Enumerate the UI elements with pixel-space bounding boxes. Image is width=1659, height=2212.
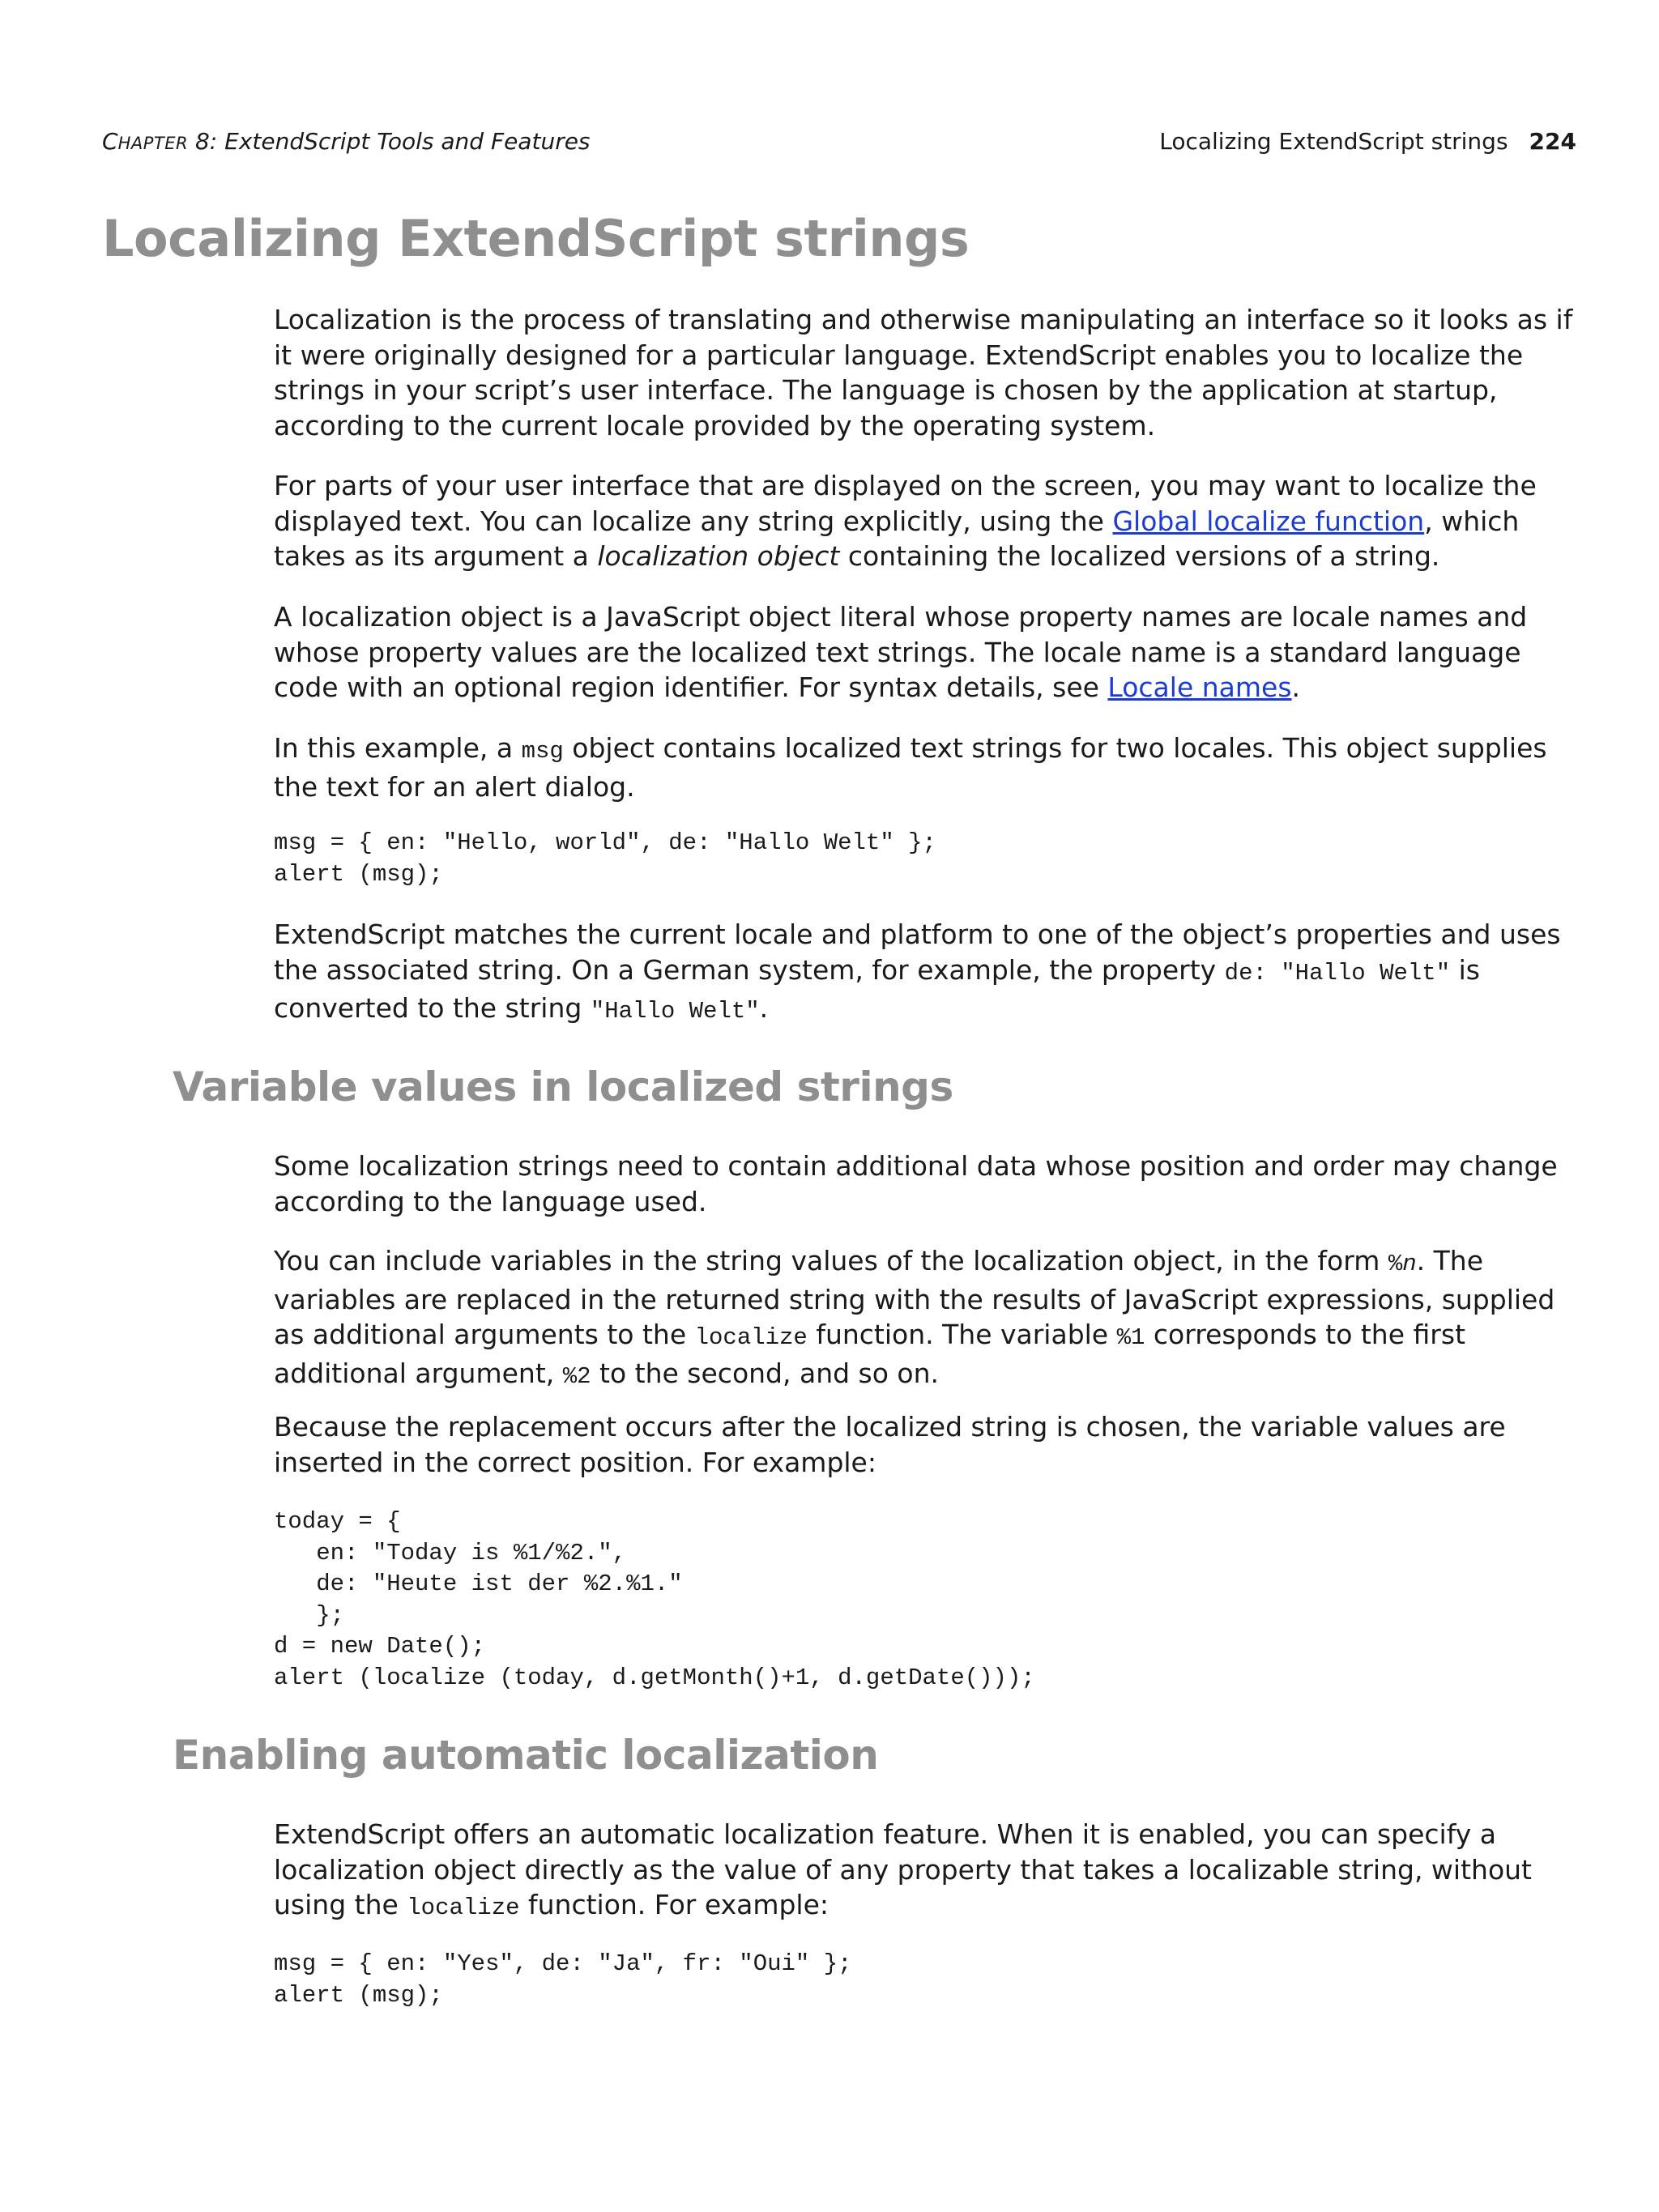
text-span: corresponds to the first additional argument,: [274, 1319, 1466, 1389]
running-header: [102, 128, 1576, 160]
text-span: .: [1291, 671, 1301, 703]
paragraph-example-intro: [274, 731, 1576, 804]
code-line: today = {: [274, 1508, 401, 1535]
chapter-heading: [102, 128, 591, 155]
paragraph-variable-intro: Some localization strings need to contain additional data whose position and order may change according to the language used.: [274, 1150, 1558, 1217]
text-span: function. The variable: [807, 1319, 1117, 1350]
text-span: object contains localized text strings for two locales. This object supplies the text for an alert dialog.: [274, 732, 1547, 803]
inline-code-percent-n: [1388, 1251, 1417, 1277]
inline-code: %1: [1116, 1324, 1145, 1351]
page-title: Localizing ExtendScript strings: [102, 209, 970, 268]
paragraph-replacement: Because the replacement occurs after the localized string is chosen, the variable values are inserted in the correct position. For example:: [274, 1411, 1506, 1478]
code-line: d = new Date();: [274, 1633, 486, 1660]
code-n: n: [1402, 1251, 1417, 1277]
chapter-smallcaps: HAPTER: [117, 134, 189, 153]
code-block-msg: [274, 828, 936, 890]
text-span: to the second, and so on.: [591, 1357, 940, 1389]
text-span: . The variables are replaced in the returned string with the results of JavaScript expressions, supplied as additional arguments to the: [274, 1245, 1555, 1350]
text-span: In this example, a: [274, 732, 522, 764]
page-number: 224: [1529, 128, 1576, 155]
text-span: ExtendScript offers an automatic localization feature. When it is enabled, you can specify a localization object directly as the value of any property that takes a localizable string, without using the: [274, 1818, 1532, 1920]
text-span: containing the localized versions of a string.: [839, 540, 1440, 572]
section-heading: [1159, 128, 1576, 155]
global-localize-function-link[interactable]: Global localize function: [1112, 505, 1425, 537]
inline-code: %2: [562, 1362, 591, 1390]
inline-code: de: "Hallo Welt": [1224, 959, 1451, 987]
inline-code: localize: [407, 1894, 520, 1921]
text-span: A localization object is a JavaScript object literal whose property names are locale names and whose property values are the localized text strings. The locale name is a standard language code with an optional region identifier. For syntax details, see: [274, 601, 1528, 703]
paragraph-variables: [274, 1243, 1576, 1394]
code-line: alert (localize (today, d.getMonth()+1, d.getDate()));: [274, 1664, 1035, 1691]
locale-names-link[interactable]: Locale names: [1107, 671, 1292, 703]
code-line: };: [274, 1601, 345, 1629]
text-span: ExtendScript matches the current locale and platform to one of the object’s properties and uses the associated string. On a German system, for example, the property: [274, 918, 1561, 986]
code-block-yes: [274, 1949, 852, 2011]
chapter-title: 8: ExtendScript Tools and Features: [188, 128, 591, 155]
text-span: is converted to the string: [274, 953, 1480, 1024]
code-line: msg = { en: "Hello, world", de: "Hallo Welt" };: [274, 829, 936, 856]
section-title: Localizing ExtendScript strings: [1159, 128, 1508, 155]
code-line: de: "Heute ist der %2.%1.": [274, 1571, 683, 1597]
emphasis-localization-object: localization object: [597, 540, 840, 572]
section-heading-variable-values: Variable values in localized strings: [173, 1063, 953, 1110]
inline-code: msg: [521, 738, 564, 765]
code-line: en: "Today is %1/%2.",: [274, 1539, 627, 1566]
paragraph-automatic: [274, 1817, 1576, 1926]
code-line: alert (msg);: [274, 860, 443, 888]
text-span: function. For example:: [519, 1889, 829, 1920]
paragraph-localization-object: [274, 599, 1576, 705]
chapter-cap: C: [102, 128, 118, 155]
code-percent: %: [1388, 1251, 1403, 1277]
text-span: For parts of your user interface that are displayed on the screen, you may want to localize the displayed text. You can localize any string explicitly, using the: [274, 470, 1537, 537]
inline-code: "Hallo Welt": [590, 998, 760, 1025]
section-heading-automatic-localization: Enabling automatic localization: [173, 1732, 879, 1779]
text-span: , which takes as its argument a: [274, 505, 1520, 572]
paragraph-intro: Localization is the process of translating and otherwise manipulating an interface so it looks as if it were originally designed for a particular language. ExtendScript enables you to localize the strings in your script’s user interface. The language is chosen by the application at startup, according to the current locale provided by the operating system.: [274, 304, 1573, 441]
code-line: alert (msg);: [274, 1981, 443, 2009]
inline-code: localize: [694, 1324, 808, 1351]
paragraph-localize-function: [274, 468, 1576, 574]
paragraph-matching: [274, 917, 1576, 1029]
code-block-today: [274, 1507, 1035, 1694]
text-span: You can include variables in the string values of the localization object, in the form: [274, 1245, 1388, 1276]
code-line: msg = { en: "Yes", de: "Ja", fr: "Oui" };: [274, 1950, 852, 1977]
text-span: .: [759, 992, 769, 1024]
